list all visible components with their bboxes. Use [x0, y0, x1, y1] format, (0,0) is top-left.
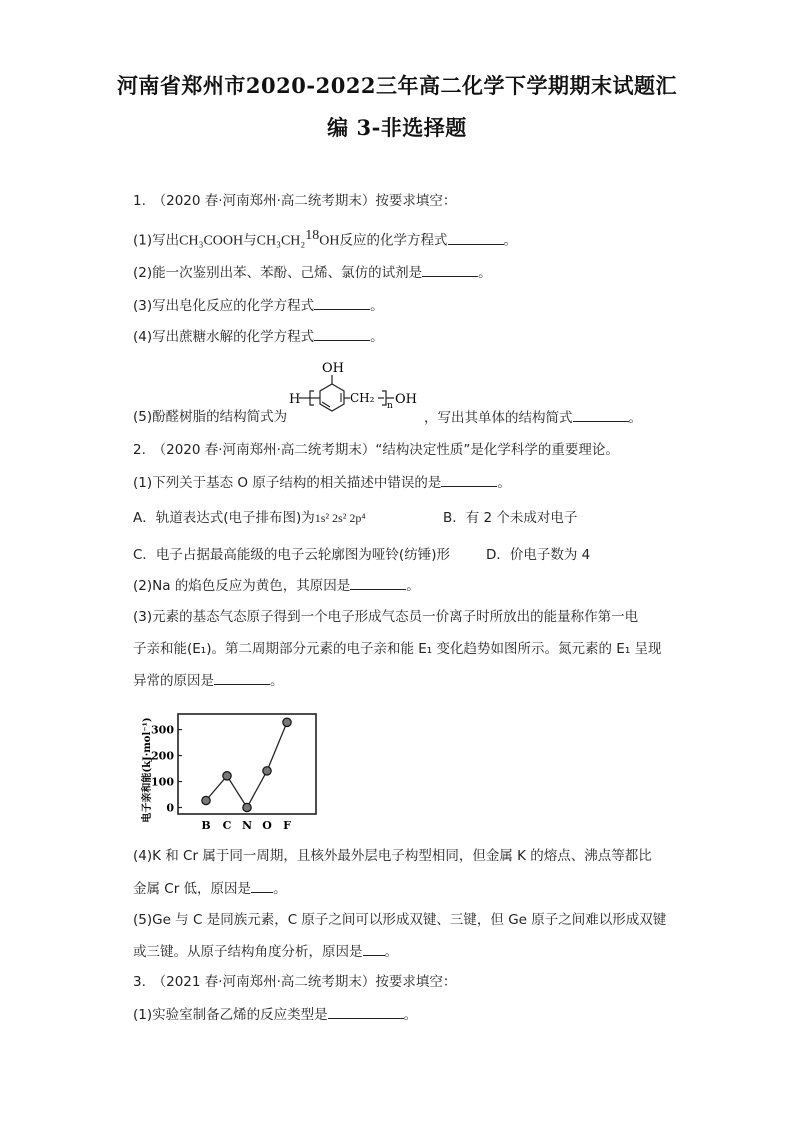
- chart-y-tick-label: 100: [151, 775, 174, 789]
- q1-part3: [133, 295, 384, 316]
- q2-part5-line1: (5)Ge 与 C 是同族元素，C 原子之间可以形成双键、三键，但 Ge 原子之间难以形成双键: [133, 912, 667, 928]
- q1-part3-text: (3)写出皂化反应的化学方程式: [133, 298, 315, 314]
- structure-h-left: H: [289, 392, 301, 407]
- structure-oh-top: OH: [322, 361, 344, 376]
- punctuation: 。: [497, 475, 511, 491]
- q2-part2-text: (2)Na 的焰色反应为黄色，其原因是: [133, 578, 351, 594]
- phenol-formaldehyde-resin-structure: [286, 358, 426, 414]
- q1-part1-text-b: 与: [243, 232, 257, 249]
- answer-blank[interactable]: [350, 575, 406, 590]
- chart-x-tick-label: B: [201, 819, 211, 832]
- q2-part1: [133, 472, 511, 493]
- q2-part2: [133, 575, 420, 596]
- q1-part4-text: (4)写出蔗糖水解的化学方程式: [133, 329, 315, 345]
- q1-part5-text: ，写出其单体的结构简式: [424, 410, 573, 426]
- answer-blank[interactable]: [314, 295, 370, 310]
- chart-y-tick-label: 300: [151, 723, 174, 737]
- answer-blank[interactable]: [441, 472, 497, 487]
- q2-option-a-config: 1s² 2s² 2p⁴: [314, 511, 366, 525]
- q3-header: 3. （2021 春·河南郑州·高二统考期末）按要求填空：: [133, 974, 457, 990]
- punctuation: 。: [628, 410, 642, 426]
- chart-point-N: [243, 803, 251, 811]
- document-title-line2: 编 3-非选择题: [327, 115, 467, 140]
- chart-point-C: [223, 772, 231, 780]
- chart-y-tick-label: 0: [166, 801, 174, 815]
- answer-blank[interactable]: [448, 230, 504, 245]
- q1-header: 1. （2020 春·河南郑州·高二统考期末）按要求填空：: [133, 193, 457, 209]
- q1-part4: [133, 326, 384, 347]
- chart-x-tick-label: C: [222, 819, 232, 832]
- chart-y-tick-label: 200: [151, 749, 174, 763]
- structure-n: n: [387, 401, 393, 411]
- chart-series-line: [206, 722, 287, 807]
- answer-blank[interactable]: [422, 262, 478, 277]
- answer-blank[interactable]: [251, 878, 273, 893]
- q2-option-b[interactable]: B．有 2 个未成对电子: [443, 510, 578, 526]
- q2-part4-line2: [133, 878, 287, 899]
- chart-point-F: [283, 718, 291, 726]
- document-title-line1: 河南省郑州市2020-2022三年高二化学下学期期末试题汇: [116, 73, 678, 98]
- q2-part5-line2: [133, 941, 398, 962]
- punctuation: 。: [403, 1007, 418, 1023]
- punctuation: 。: [273, 881, 287, 897]
- q1-part1-text-c: 反应的化学方程式: [339, 232, 448, 249]
- punctuation: 。: [370, 329, 384, 345]
- structure-ch2: CH₂: [350, 391, 375, 405]
- q1-part1-chem1: CH₃COOH: [179, 233, 244, 249]
- chart-point-B: [202, 796, 210, 804]
- q1-part1-chem3: OH: [319, 233, 340, 249]
- q1-part1-chem2: CH₃CH₂: [256, 233, 306, 249]
- q2-part1-text: (1)下列关于基态 O 原子结构的相关描述中错误的是: [133, 475, 442, 491]
- q2-option-a-text: A．轨道表达式(电子排布图)为: [133, 510, 315, 526]
- punctuation: 。: [478, 265, 492, 281]
- q1-part1: [133, 226, 517, 252]
- q2-option-c[interactable]: C．电子占据最高能级的电子云轮廓图为哑铃(纺锤)形: [133, 547, 450, 563]
- q1-part1-text-a: (1)写出: [133, 232, 180, 249]
- q2-option-a[interactable]: [133, 508, 366, 528]
- chart-frame: [178, 714, 316, 814]
- q2-part3-line3: [133, 670, 284, 691]
- q2-part5-text: 或三键。从原子结构角度分析，原因是: [133, 944, 363, 960]
- answer-blank[interactable]: [314, 326, 370, 341]
- q1-part2-text: (2)能一次鉴别出苯、苯酚、己烯、氯仿的试剂是: [133, 265, 423, 281]
- punctuation: 。: [406, 578, 420, 594]
- chart-y-axis-label: 电子亲和能(kJ·mol⁻¹): [142, 717, 153, 823]
- q1-part1-isotope: 18: [305, 228, 320, 243]
- q2-part4-text: 金属 Cr 低，原因是: [133, 881, 252, 897]
- electron-affinity-chart: [138, 708, 323, 834]
- q1-part5-a: (5)酚醛树脂的结构简式为: [133, 409, 288, 425]
- answer-blank[interactable]: [363, 941, 385, 956]
- q2-part3-text: 异常的原因是: [133, 673, 214, 689]
- answer-blank[interactable]: [573, 407, 629, 422]
- punctuation: 。: [503, 232, 518, 249]
- q3-part1-text: (1)实验室制备乙烯的反应类型是: [133, 1007, 328, 1023]
- chart-x-tick-label: N: [241, 819, 253, 832]
- q2-option-d[interactable]: D．价电子数为 4: [486, 547, 591, 563]
- punctuation: 。: [270, 673, 284, 689]
- chart-x-tick-label: F: [283, 819, 291, 832]
- chart-x-labels: [201, 819, 291, 832]
- q1-part5-b: [424, 407, 642, 428]
- q2-header: 2. （2020 春·河南郑州·高二统考期末）“结构决定性质”是化学科学的重要理论。: [133, 442, 619, 458]
- punctuation: 。: [370, 298, 384, 314]
- answer-blank[interactable]: [328, 1004, 404, 1019]
- answer-blank[interactable]: [214, 670, 270, 685]
- punctuation: 。: [384, 944, 398, 960]
- chart-x-tick-label: O: [262, 819, 272, 832]
- chart-point-O: [263, 767, 271, 775]
- q3-part1: [133, 1004, 417, 1025]
- chart-points: [202, 718, 291, 812]
- q1-part2: [133, 262, 492, 283]
- q2-part4-line1: (4)K 和 Cr 属于同一周期，且核外最外层电子构型相同，但金属 K 的熔点、沸点等都比: [133, 848, 652, 864]
- benzene-ring: [320, 384, 344, 411]
- q2-part3-line1: (3)元素的基态气态原子得到一个电子形成气态员一价离子时所放出的能量称作第一电: [133, 609, 639, 625]
- structure-oh-right: OH: [395, 392, 417, 407]
- q2-part3-line2: 子亲和能(E₁)。第二周期部分元素的电子亲和能 E₁ 变化趋势如图所示。氮元素的 E₁ 呈现: [133, 641, 662, 657]
